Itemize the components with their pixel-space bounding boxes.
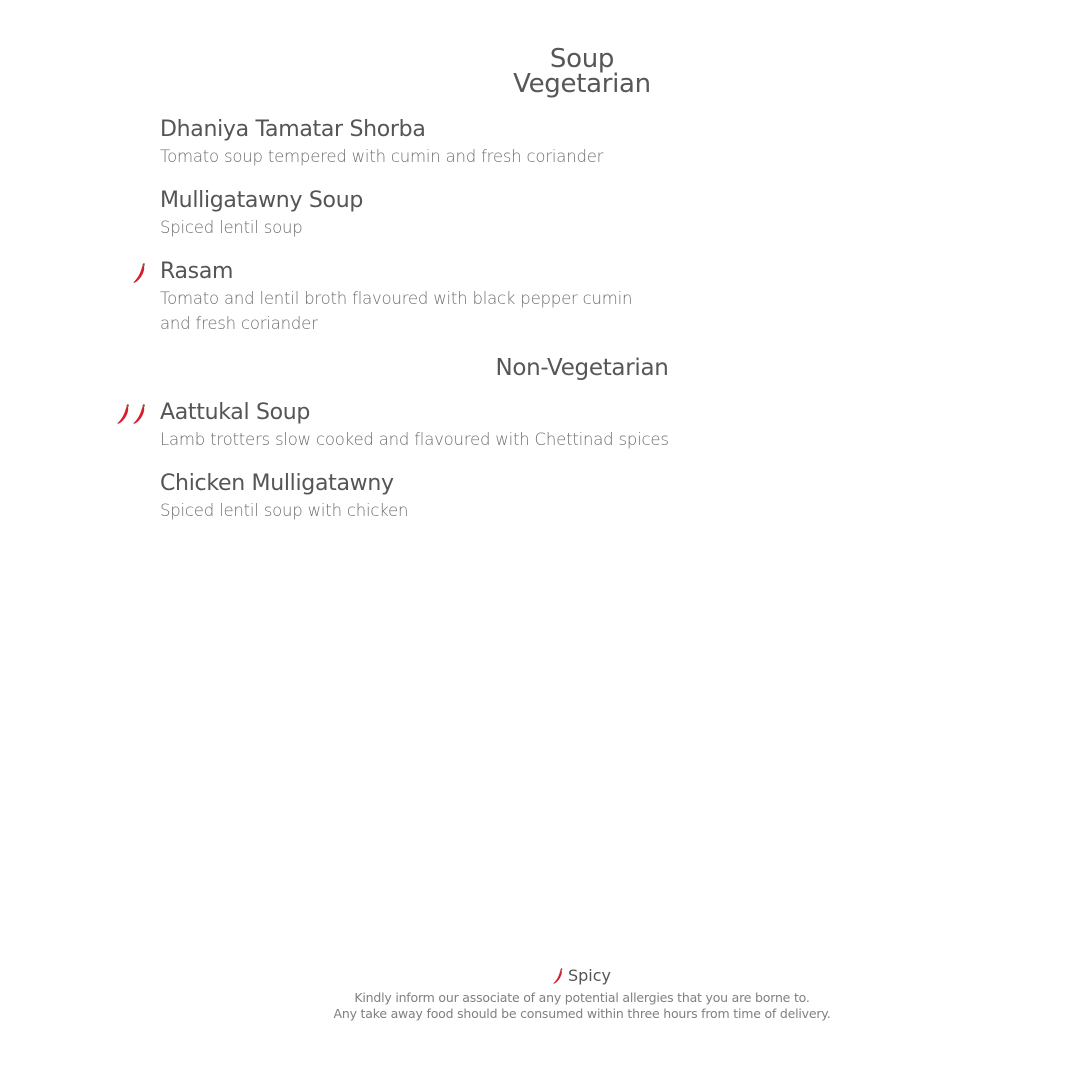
section-heading-vegetarian: Vegetarian	[513, 69, 651, 99]
chili-icon	[133, 403, 147, 425]
legend-label: Spicy	[567, 966, 612, 985]
menu-item-name: Aattukal Soup	[160, 400, 311, 425]
menu-item	[160, 188, 363, 240]
menu-item	[160, 471, 408, 523]
menu-item-description: Tomato and lentil broth flavoured with black pepper cumin and fresh coriander	[160, 289, 633, 333]
menu-item	[160, 117, 603, 169]
spice-indicator	[117, 403, 147, 425]
menu-item-name: Dhaniya Tamatar Shorba	[160, 117, 426, 142]
menu-item-name: Rasam	[160, 259, 234, 284]
allergy-note: Kindly inform our associate of any potential allergies that you are borne to.	[354, 990, 810, 1005]
menu-item-description: Tomato soup tempered with cumin and fresh coriander	[160, 147, 604, 166]
menu-item-name: Chicken Mulligatawny	[160, 471, 394, 496]
menu-item-description: Spiced lentil soup	[160, 218, 303, 237]
section-heading-non-vegetarian: Non-Vegetarian	[495, 355, 669, 381]
menu-item-description: Spiced lentil soup with chicken	[160, 501, 409, 520]
chili-icon	[133, 262, 147, 284]
menu-item	[160, 259, 640, 336]
menu-item-description: Lamb trotters slow cooked and flavoured with Chettinad spices	[160, 430, 669, 449]
menu-item-name: Mulligatawny Soup	[160, 188, 363, 213]
takeaway-note: Any take away food should be consumed within three hours from time of delivery.	[333, 1006, 831, 1021]
menu-item	[160, 400, 669, 452]
spice-indicator	[133, 262, 147, 284]
chili-icon	[553, 967, 564, 985]
spicy-legend	[42, 966, 1080, 985]
page-title: Soup	[549, 44, 615, 74]
chili-icon	[117, 403, 131, 425]
